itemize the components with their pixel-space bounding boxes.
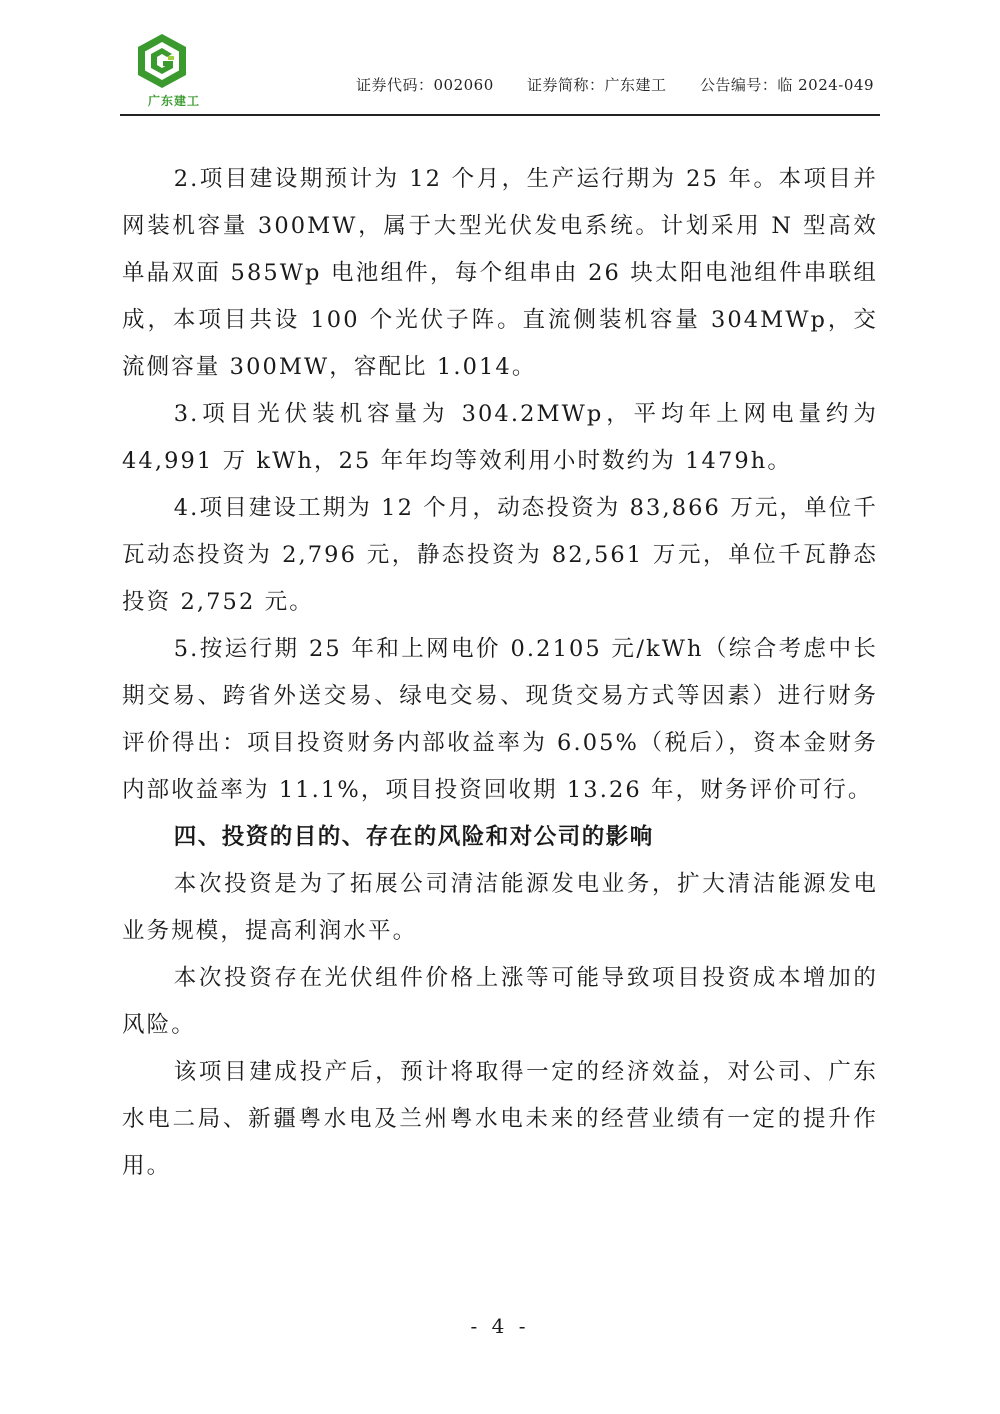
paragraph-purpose: 本次投资是为了拓展公司清洁能源发电业务，扩大清洁能源发电业务规模，提高利润水平。 [122, 871, 878, 944]
paragraph-item-3: 3.项目光伏装机容量为 304.2MWp，平均年上网电量约为 44,991 万 kWh，25 年年均等效利用小时数约为 1479h。 [122, 401, 878, 474]
stock-code: 证券代码：002060 [356, 76, 494, 94]
paragraph-impact: 该项目建成投产后，预计将取得一定的经济效益，对公司、广东水电二局、新疆粤水电及兰州粤水电未来的经营业绩有一定的提升作用。 [122, 1059, 878, 1179]
company-logo [134, 32, 200, 110]
page-number: - 4 - [470, 1314, 530, 1338]
paragraph-risk: 本次投资存在光伏组件价格上涨等可能导致项目投资成本增加的风险。 [122, 965, 878, 1038]
logo-text: 广东建工 [147, 94, 200, 108]
paragraph-item-4: 4.项目建设工期为 12 个月，动态投资为 83,866 万元，单位千瓦动态投资为 2,796 元，静态投资为 82,561 万元，单位千瓦静态投资 2,752 元。 [122, 495, 878, 615]
paragraph-item-2: 2.项目建设期预计为 12 个月，生产运行期为 25 年。本项目并网装机容量 300MW，属于大型光伏发电系统。计划采用 N 型高效单晶双面 585Wp 电池组件，每个组串由 26 块太阳电池组件串联组成，本项目共设 100 个光伏子阵。直流侧装机容量 304MWp，交流侧容量 300MW，容配比 1.014。 [122, 166, 878, 380]
paragraph-item-5: 5.按运行期 25 年和上网电价 0.2105 元/kWh（综合考虑中长期交易、跨省外送交易、绿电交易、现货交易方式等因素）进行财务评价得出：项目投资财务内部收益率为 6.05%（税后），资本金财务内部收益率为 11.1%，项目投资回收期 13.26 年，财务评价可行。 [122, 636, 878, 803]
section-heading: 四、投资的目的、存在的风险和对公司的影响 [173, 824, 654, 850]
stock-abbreviation: 证券简称：广东建工 [527, 76, 667, 94]
logo-g-icon [134, 32, 190, 92]
header-meta [328, 74, 874, 95]
notice-number: 公告编号：临 2024-049 [699, 76, 874, 94]
document-body [122, 156, 878, 1190]
header-divider [120, 114, 880, 116]
page-header [120, 28, 880, 118]
